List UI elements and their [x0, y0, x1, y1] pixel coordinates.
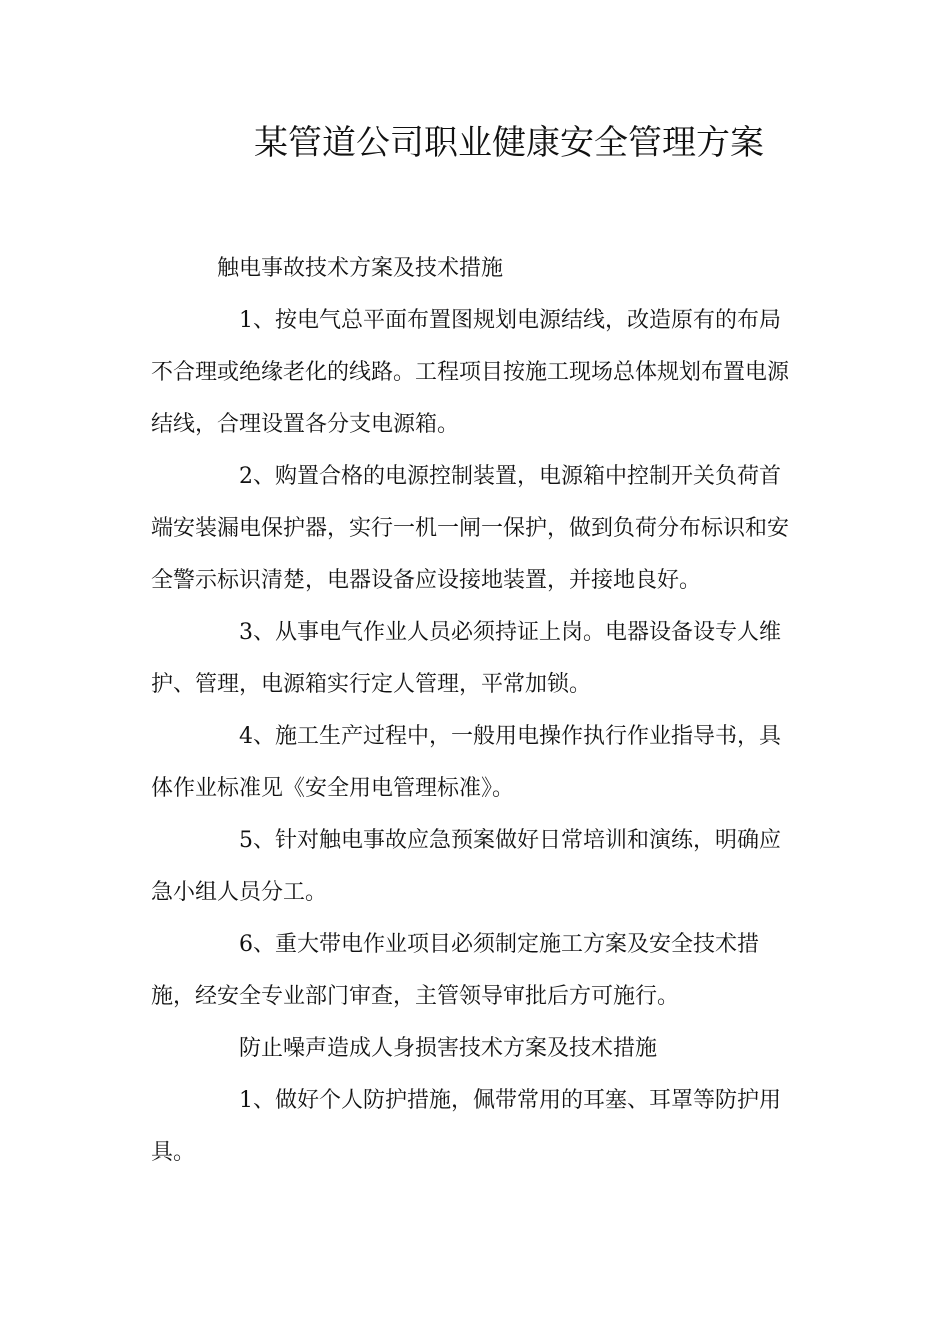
document-body [151, 243, 801, 1179]
paragraph-line: 护、管理，电源箱实行定人管理，平常加锁。 [151, 672, 592, 697]
paragraph-line: 3、从事电气作业人员必须持证上岗。电器设备设专人维 [239, 620, 781, 645]
paragraph-line: 端安装漏电保护器，实行一机一闸一保护，做到负荷分布标识和安 [151, 516, 790, 541]
paragraph-line: 施，经安全专业部门审查，主管领导审批后方可施行。 [151, 984, 680, 1009]
paragraph-line: 6、重大带电作业项目必须制定施工方案及安全技术措 [239, 932, 759, 957]
paragraph-line: 1、按电气总平面布置图规划电源结线，改造原有的布局 [239, 308, 781, 333]
section-heading-noise: 防止噪声造成人身损害技术方案及技术措施 [239, 1036, 658, 1061]
paragraph-line: 全警示标识清楚，电器设备应设接地装置，并接地良好。 [151, 568, 702, 593]
paragraph-line: 1、做好个人防护措施，佩带常用的耳塞、耳罩等防护用 [239, 1088, 781, 1113]
paragraph-line: 4、施工生产过程中，一般用电操作执行作业指导书，具 [239, 724, 781, 749]
paragraph-line: 不合理或绝缘老化的线路。工程项目按施工现场总体规划布置电源 [151, 360, 790, 385]
paragraph-line: 具。 [151, 1140, 196, 1165]
paragraph-line: 2、购置合格的电源控制装置，电源箱中控制开关负荷首 [239, 464, 781, 489]
section-heading-electric-shock: 触电事故技术方案及技术措施 [217, 256, 504, 281]
paragraph-line: 5、针对触电事故应急预案做好日常培训和演练，明确应 [239, 828, 781, 853]
document-title: 某管道公司职业健康安全管理方案 [254, 123, 764, 163]
paragraph-line: 急小组人员分工。 [151, 880, 328, 905]
paragraph-line: 结线，合理设置各分支电源箱。 [151, 412, 460, 437]
paragraph-line: 体作业标准见《安全用电管理标准》。 [151, 776, 515, 801]
